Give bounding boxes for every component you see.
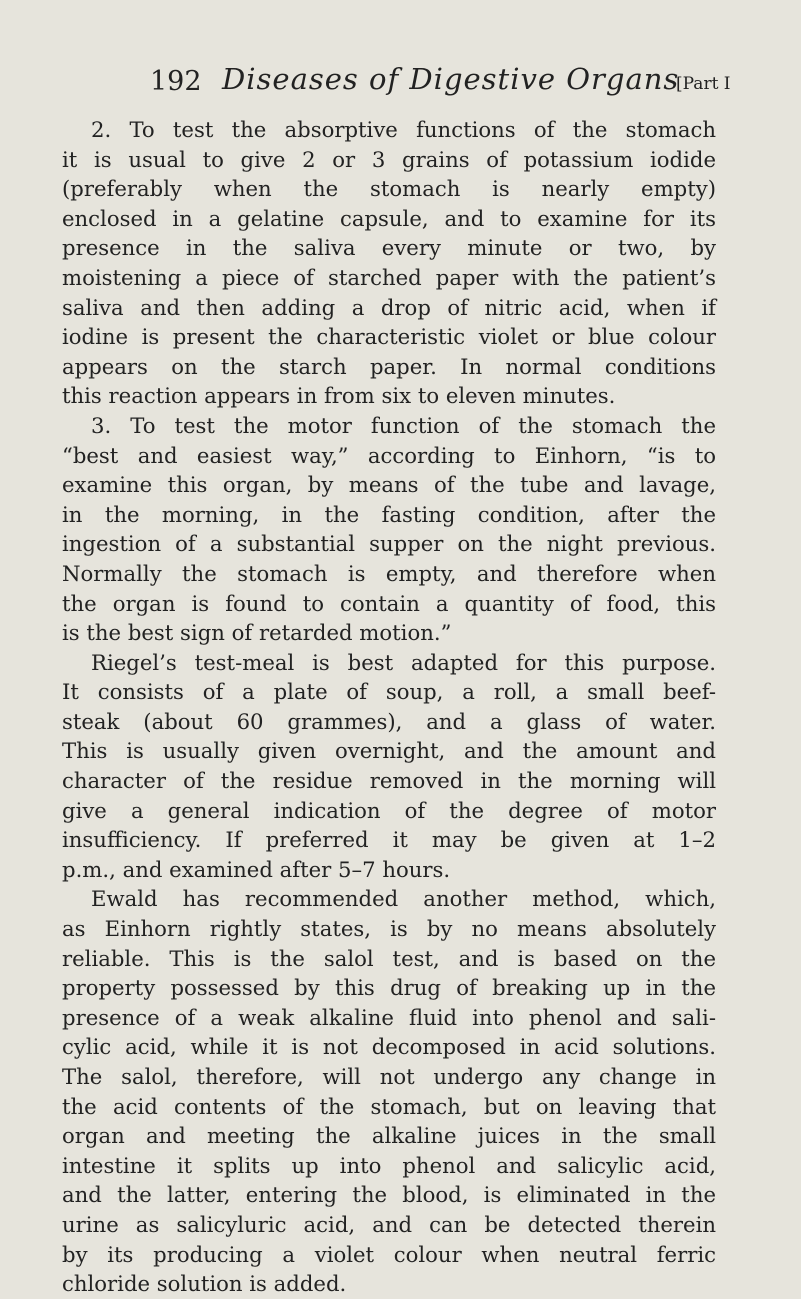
- text-line: 3. To test the motor function of the stomach the: [91, 412, 716, 438]
- text-line: moistening a piece of starched paper with the patient’s: [62, 264, 716, 290]
- text-line: This is usually given overnight, and the amount and: [62, 738, 716, 764]
- text-line: cylic acid, while it is not decomposed in acid solutions.: [62, 1034, 716, 1060]
- text-line: and the latter, entering the blood, is eliminated in the: [62, 1182, 716, 1208]
- text-line: “best and easiest way,” according to Einhorn, “is to: [62, 442, 716, 468]
- text-line: urine as salicyluric acid, and can be detected therein: [62, 1211, 716, 1237]
- text-line: chloride solution is added.: [62, 1271, 347, 1297]
- text-line: the organ is found to contain a quantity of food, this: [62, 590, 716, 616]
- text-line: ingestion of a substantial supper on the night previous.: [62, 531, 716, 557]
- text-line: is the best sign of retarded motion.”: [62, 620, 452, 646]
- text-line: organ and meeting the alkaline juices in the small: [62, 1123, 716, 1149]
- text-line: the acid contents of the stomach, but on leaving that: [62, 1093, 716, 1119]
- text-line: appears on the starch paper. In normal conditions: [62, 353, 716, 379]
- text-line: in the morning, in the fasting condition, after the: [62, 501, 716, 527]
- text-line: Riegel’s test-meal is best adapted for this purpose.: [91, 649, 716, 675]
- text-line: steak (about 60 grammes), and a glass of water.: [62, 708, 716, 734]
- text-line: The salol, therefore, will not undergo any change in: [62, 1064, 716, 1089]
- text-line: p.m., and examined after 5–7 hours.: [62, 856, 451, 882]
- text-line: enclosed in a gelatine capsule, and to examine for its: [62, 205, 716, 231]
- text-line: it is usual to give 2 or 3 grains of potassium iodide: [62, 146, 716, 172]
- text-line: presence in the saliva every minute or two, by: [62, 235, 716, 261]
- text-line: intestine it splits up into phenol and salicylic acid,: [62, 1152, 716, 1178]
- text-line: examine this organ, by means of the tube and lavage,: [62, 472, 716, 498]
- text-line: this reaction appears in from six to eleven minutes.: [62, 383, 616, 409]
- text-line: as Einhorn rightly states, is by no means absolutely: [62, 916, 716, 942]
- text-line: saliva and then adding a drop of nitric acid, when if: [62, 294, 716, 320]
- text-line: Normally the stomach is empty, and therefore when: [62, 560, 716, 586]
- text-line: give a general indication of the degree of motor: [62, 797, 716, 823]
- running-head: [150, 62, 750, 102]
- body-text: [62, 115, 716, 1299]
- text-line: character of the residue removed in the morning will: [62, 768, 716, 794]
- text-line: (preferably when the stomach is nearly empty): [62, 176, 716, 202]
- text-line: property possessed by this drug of breaking up in the: [62, 975, 716, 1001]
- text-line: by its producing a violet colour when neutral ferric: [62, 1241, 716, 1267]
- text-line: Ewald has recommended another method, which,: [91, 886, 716, 912]
- text-line: iodine is present the characteristic violet or blue colour: [62, 324, 716, 350]
- text-line: It consists of a plate of soup, a roll, a small beef-: [62, 679, 716, 705]
- page-number: 192: [150, 66, 202, 97]
- text-line: 2. To test the absorptive functions of the stomach: [91, 117, 716, 142]
- text-line: reliable. This is the salol test, and is based on the: [62, 945, 716, 971]
- running-title: Diseases of Digestive Organs: [222, 62, 680, 96]
- text-line: insufficiency. If preferred it may be given at 1–2: [62, 827, 716, 853]
- text-line: presence of a weak alkaline fluid into phenol and sali-: [62, 1004, 716, 1030]
- part-label: [Part I: [676, 74, 731, 94]
